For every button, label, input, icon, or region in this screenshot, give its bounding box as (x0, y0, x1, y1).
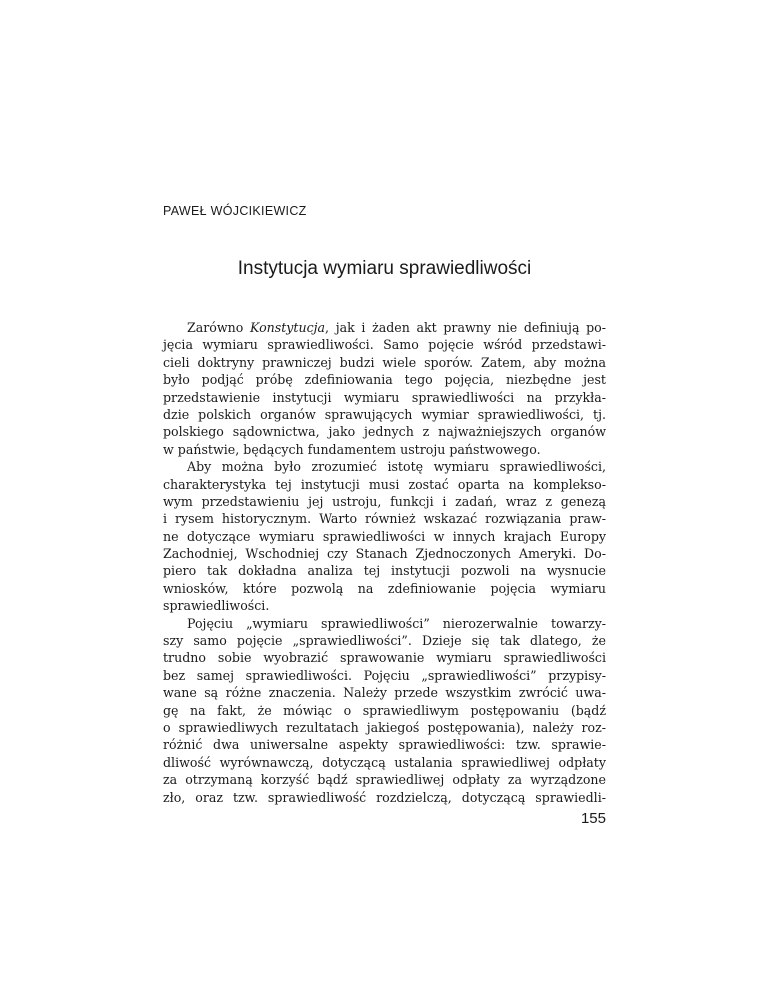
article-body (163, 319, 606, 806)
body-line: przedstawienie instytucji wymiaru sprawiedliwości na przykła- (163, 389, 606, 405)
author-name: PAWEŁ WÓJCIKIEWICZ (163, 204, 307, 218)
body-line: Zachodniej, Wschodniej czy Stanach Zjednoczonych Ameryki. Do- (163, 546, 606, 562)
body-line: za otrzymaną korzyść bądź sprawiedliwej odpłaty za wyrządzone (163, 772, 606, 788)
body-line: trudno sobie wyobrazić sprawowanie wymiaru sprawiedliwości (163, 650, 606, 666)
body-line: różnić dwa uniwersalne aspekty sprawiedliwości: tzw. sprawie- (163, 737, 606, 753)
body-line: w państwie, będących fundamentem ustroju państwowego. (163, 441, 541, 457)
body-line: szy samo pojęcie „sprawiedliwości”. Dzieje się tak dlatego, że (163, 633, 606, 649)
body-line: wane są różne znaczenia. Należy przede wszystkim zwrócić uwa- (163, 685, 606, 701)
body-line: zło, oraz tzw. sprawiedliwość rozdzielczą, dotyczącą sprawiedli- (163, 789, 606, 805)
body-line: wym przedstawieniu jej ustroju, funkcji i zadań, wraz z genezą (163, 493, 606, 509)
body-line: cieli doktryny prawniczej budzi wiele sporów. Zatem, aby można (163, 354, 606, 370)
body-line: bez samej sprawiedliwości. Pojęciu „sprawiedliwości” przypisy- (163, 667, 606, 683)
body-line: dliwość wyrównawczą, dotyczącą ustalania sprawiedliwej odpłaty (163, 754, 606, 770)
body-line: Zarówno Konstytucja, jak i żaden akt prawny nie definiują po- (187, 320, 607, 335)
body-line: jęcia wymiaru sprawiedliwości. Samo pojęcie wśród przedstawi- (163, 337, 606, 353)
body-line: było podjąć próbę zdefiniowania tego pojęcia, niezbędne jest (163, 372, 606, 388)
body-line: Pojęciu „wymiaru sprawiedliwości” nierozerwalnie towarzy- (187, 615, 606, 631)
article-title: Instytucja wymiaru sprawiedliwości (237, 258, 532, 279)
body-line: charakterystyka tej instytucji musi zostać oparta na komplekso- (163, 476, 606, 492)
body-line: dzie polskich organów sprawujących wymiar sprawiedliwości, tj. (163, 406, 606, 422)
body-line: Aby można było zrozumieć istotę wymiaru sprawiedliwości, (187, 459, 606, 475)
body-line: polskiego sądownictwa, jako jednych z najważniejszych organów (163, 424, 606, 440)
page-number: 155 (580, 810, 606, 827)
body-line: ne dotyczące wymiaru sprawiedliwości w innych krajach Europy (163, 528, 606, 544)
body-line: gę na fakt, że mówiąc o sprawiedliwym postępowaniu (bądź (163, 702, 606, 718)
body-line: o sprawiedliwych rezultatach jakiegoś postępowania), należy roz- (163, 719, 606, 735)
body-line: wniosków, które pozwolą na zdefiniowanie pojęcia wymiaru (163, 580, 606, 596)
body-line: sprawiedliwości. (163, 598, 270, 614)
italic-term: Konstytucja (250, 320, 326, 335)
body-line: i rysem historycznym. Warto również wskazać rozwiązania praw- (163, 511, 606, 527)
body-line: piero tak dokładna analiza tej instytucji pozwoli na wysnucie (163, 563, 606, 579)
